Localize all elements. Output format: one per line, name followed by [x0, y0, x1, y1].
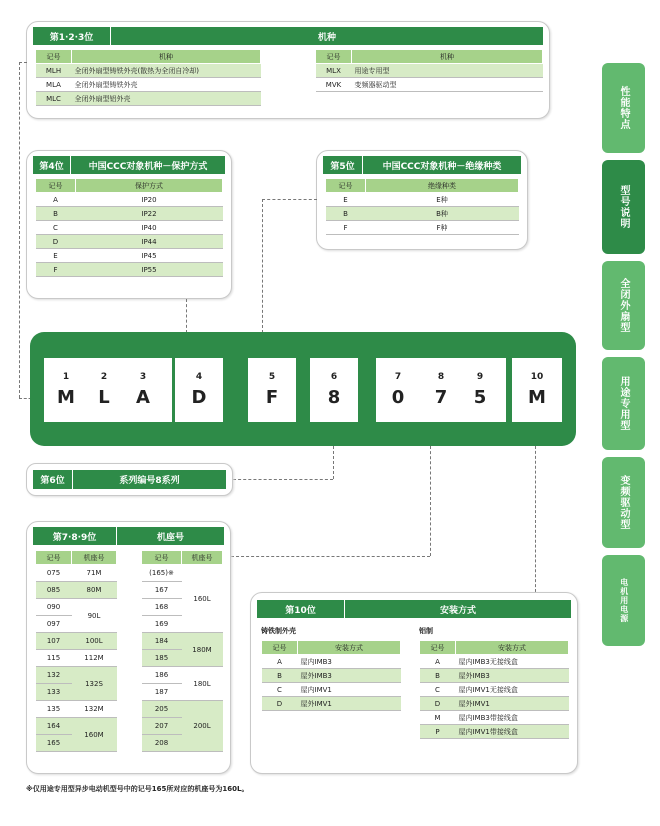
model-type-table-right [315, 49, 543, 92]
table-row: 208 [142, 735, 223, 752]
table-row: B IP22 [36, 207, 223, 221]
digit-position: 4 [195, 372, 203, 382]
table-row: E IP45 [36, 249, 223, 263]
table-row: 115 112M [36, 650, 117, 667]
panel-header [33, 527, 224, 545]
panel-header [257, 600, 571, 618]
tab-motor-power[interactable]: 电机用电源 [602, 555, 645, 646]
table-row: 075 71M [36, 565, 117, 582]
col-header: 记号 [326, 179, 366, 193]
table-row: B 屋外IMB3 [420, 669, 569, 683]
table-row: 167 [142, 582, 223, 599]
table-row: C 屋内IMV1无接线盒 [420, 683, 569, 697]
table-row: F IP55 [36, 263, 223, 277]
tab-inverter-driven[interactable]: 变频驱动型 [602, 457, 645, 548]
digit-position: 3 [139, 372, 147, 382]
table-row: 187 [142, 684, 223, 701]
digit-char: M [57, 387, 75, 408]
connector-line [333, 446, 334, 479]
table-row: 168 [142, 599, 223, 616]
digit-char: 8 [327, 387, 341, 408]
table-row: A IP20 [36, 193, 223, 207]
table-row: A 屋内IMB3无接线盒 [420, 655, 569, 669]
table-row: MVK 变频器驱动型 [316, 78, 543, 92]
col-header: 机种 [72, 50, 261, 64]
frame-size-table-right [141, 550, 223, 752]
col-header: 记号 [420, 641, 456, 655]
col-header: 机座号 [182, 551, 223, 565]
digit-char: 0 [391, 387, 405, 408]
digit-char: 5 [473, 387, 487, 408]
col-header: 记号 [36, 551, 72, 565]
panel-digit-10 [250, 592, 578, 774]
panel-digits-7-9 [26, 521, 231, 774]
panel-title: 中国CCC对象机种－保护方式 [71, 156, 225, 174]
table-row: E E种 [326, 193, 519, 207]
connector-line [233, 479, 333, 480]
panel-title: 系列编号8系列 [73, 470, 226, 489]
mounting-table-aluminum [419, 640, 569, 739]
table-row: MLX 用途专用型 [316, 64, 543, 78]
position-label: 第10位 [257, 600, 345, 618]
table-row: 186 180L [142, 667, 223, 684]
panel-title: 安装方式 [345, 600, 571, 618]
subheading-aluminum: 铝制 [419, 627, 433, 635]
panel-header [33, 27, 543, 45]
table-row: MLH 全闭外扇型铸铁外壳(散热为全闭自冷却) [36, 64, 261, 78]
table-row: 135 132M [36, 701, 117, 718]
tab-special-purpose[interactable]: 用途专用型 [602, 357, 645, 450]
digit-char: D [191, 387, 207, 408]
digit-char: A [136, 387, 150, 408]
table-row: P 屋内IMV1带接线盒 [420, 725, 569, 739]
protection-table [35, 178, 223, 277]
panel-header [33, 470, 226, 489]
digit-position: 7 [394, 372, 402, 382]
table-row: C IP40 [36, 221, 223, 235]
digit-char: M [528, 387, 546, 408]
panel-header [33, 156, 225, 174]
table-row: C 屋内IMV1 [262, 683, 401, 697]
connector-line [535, 446, 536, 592]
panel-digit-5 [316, 150, 528, 250]
col-header: 记号 [36, 50, 72, 64]
subheading-cast-iron: 铸铁制外壳 [261, 627, 296, 635]
mounting-table-cast-iron [261, 640, 401, 711]
panel-digits-1-3 [26, 21, 550, 119]
position-label: 第6位 [33, 470, 73, 489]
table-row: D IP44 [36, 235, 223, 249]
model-type-table-left [35, 49, 261, 106]
table-row: 185 [142, 650, 223, 667]
connector-line [430, 446, 431, 556]
table-row: 090 90L [36, 599, 117, 616]
col-header: 记号 [262, 641, 298, 655]
digit-position: 1 [62, 372, 70, 382]
table-row: 184 180M [142, 633, 223, 650]
connector-line [262, 199, 263, 333]
table-row: 207 [142, 718, 223, 735]
connector-line [19, 62, 20, 398]
panel-digit-6 [26, 463, 233, 496]
col-header: 保护方式 [76, 179, 223, 193]
col-header: 记号 [316, 50, 352, 64]
table-row: A 屋内IMB3 [262, 655, 401, 669]
table-row: B B种 [326, 207, 519, 221]
table-row: MLC 全闭外扇型铝外壳 [36, 92, 261, 106]
table-row: M 屋内IMB3带接线盒 [420, 711, 569, 725]
position-label: 第4位 [33, 156, 71, 174]
position-label: 第7·8·9位 [33, 527, 117, 545]
table-row: D 屋外IMV1 [420, 697, 569, 711]
digit-position: 9 [476, 372, 484, 382]
frame-size-table-left [35, 550, 117, 752]
col-header: 安装方式 [298, 641, 401, 655]
tab-model-description[interactable]: 型号说明 [602, 160, 645, 254]
table-row: B 屋外IMB3 [262, 669, 401, 683]
panel-title: 中国CCC对象机种－绝缘种类 [363, 156, 521, 174]
table-row: D 屋外IMV1 [262, 697, 401, 711]
connector-line [262, 199, 317, 200]
col-header: 记号 [36, 179, 76, 193]
table-row: (165)※ 160L [142, 565, 223, 582]
table-row: MLA 全闭外扇型铸铁外壳 [36, 78, 261, 92]
connector-line [186, 299, 187, 333]
insulation-table [325, 178, 519, 235]
col-header: 安装方式 [456, 641, 569, 655]
table-row: 165 [36, 735, 117, 752]
digit-position: 6 [330, 372, 338, 382]
footnote: ※仅用途专用型异步电动机型号中的记号165所对应的机座号为160L。 [26, 785, 249, 793]
connector-line [231, 556, 430, 557]
table-row: 169 [142, 616, 223, 633]
panel-title: 机座号 [117, 527, 224, 545]
col-header: 机座号 [72, 551, 117, 565]
col-header: 绝缘种类 [366, 179, 519, 193]
connector-line [19, 62, 27, 63]
table-row: 132 132S [36, 667, 117, 684]
table-row: F F种 [326, 221, 519, 235]
col-header: 机种 [352, 50, 543, 64]
table-row: 133 [36, 684, 117, 701]
tab-features[interactable]: 性能特点 [602, 63, 645, 153]
position-label: 第1·2·3位 [33, 27, 111, 45]
panel-header [323, 156, 521, 174]
digit-position: 8 [437, 372, 445, 382]
table-row: 164 160M [36, 718, 117, 735]
panel-digit-4 [26, 150, 232, 299]
digit-char: F [265, 387, 279, 408]
digit-char: L [98, 387, 110, 408]
digit-position: 10 [530, 372, 544, 382]
table-row: 107 100L [36, 633, 117, 650]
tab-totally-enclosed[interactable]: 全闭外扇型 [602, 261, 645, 350]
col-header: 记号 [142, 551, 182, 565]
table-row: 205 200L [142, 701, 223, 718]
table-row: 085 80M [36, 582, 117, 599]
table-row: 097 [36, 616, 117, 633]
position-label: 第5位 [323, 156, 363, 174]
model-number-band [30, 332, 576, 446]
digit-char: 7 [434, 387, 448, 408]
digit-position: 5 [268, 372, 276, 382]
digit-position: 2 [100, 372, 108, 382]
panel-title: 机种 [111, 27, 543, 45]
